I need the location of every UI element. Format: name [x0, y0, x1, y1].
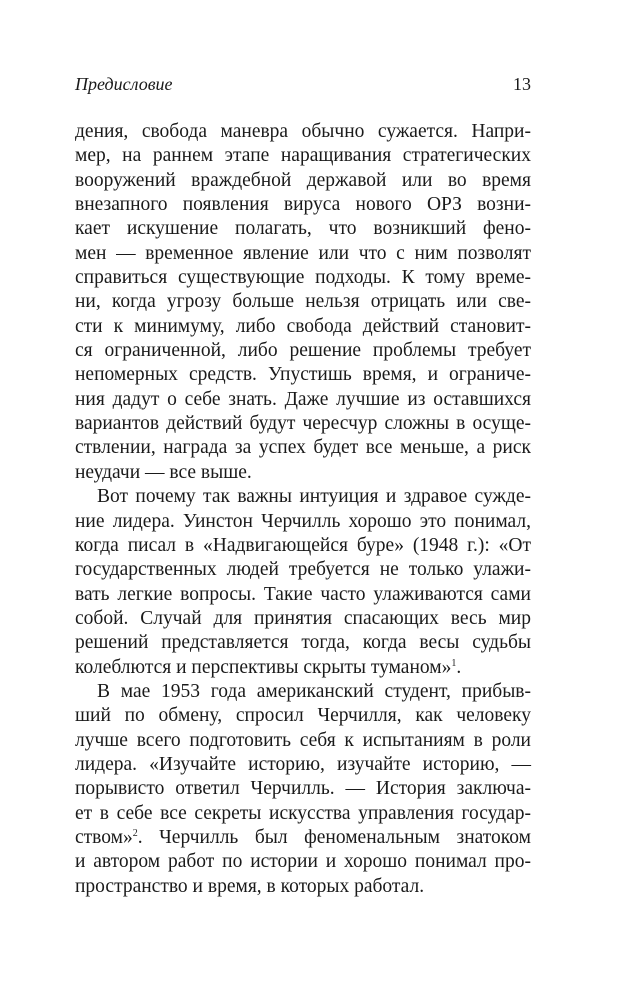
text-line: ся ограниченной, либо решение проблемы требует — [75, 340, 531, 362]
text-line: и автором работ по истории и хорошо понимал про- — [75, 851, 531, 873]
text-line: неудачи — все выше. — [75, 461, 252, 483]
text-line-content: ством» — [75, 826, 133, 848]
text-line: вариантов действий будут чересчур сложны в осуще- — [75, 413, 531, 435]
text-line: колеблются и перспективы скрыты туманом»$^1$. — [75, 656, 462, 678]
footnote-marker[interactable]: 1 — [451, 657, 457, 669]
text-line: пространство и время, в которых работал. — [75, 875, 425, 897]
text-line: мер, на раннем этапе наращивания стратегических — [75, 145, 531, 167]
text-line: ни, когда угрозу больше нельзя отрицать или све- — [75, 291, 531, 313]
text-line: когда писал в «Надвигающейся буре» (1948 г.): «От — [75, 534, 531, 556]
text-line: решений представляется тогда, когда весы судьбы — [75, 632, 531, 654]
text-line: ший по обмену, спросил Черчилля, как человеку — [75, 705, 531, 727]
text-line: лидера. «Изучайте историю, изучайте историю, — — [75, 753, 531, 775]
text-line-content: . Черчилль был феноменальным знатоком — [137, 826, 531, 848]
paragraph-first-line: В мае 1953 года американский студент, прибыв- — [97, 680, 531, 702]
text-line: внезапного появления вируса нового ОРЗ возни- — [75, 194, 531, 216]
body-text — [75, 120, 531, 899]
text-line: вать легкие вопросы. Такие часто улаживаются сами — [75, 583, 531, 605]
text-line: дения, свобода маневра обычно сужается. Напри- — [75, 121, 531, 142]
text-line: кает искушение полагать, что возникший фено- — [75, 218, 531, 240]
text-line — [75, 826, 531, 850]
paragraph-first-line: Вот почему так важны интуиция и здравое сужде- — [97, 486, 531, 508]
text-line: сти к минимуму, либо свобода действий становит- — [75, 315, 531, 337]
text-line: непомерных средств. Упустишь время, и ограниче- — [75, 364, 531, 386]
text-line: лучше всего подготовить себя к испытаниям в роли — [75, 729, 531, 751]
text-line: мен — временное явление или что с ним позволят — [75, 242, 531, 264]
text-line: ния дадут о себе знать. Даже лучшие из оставшихся — [75, 388, 531, 410]
footnote-marker[interactable]: 2 — [132, 827, 138, 839]
text-line: государственных людей требуется не только улажи- — [75, 559, 531, 581]
text-line: справиться существующие подходы. К тому време- — [75, 267, 531, 289]
page-number: 13 — [513, 74, 531, 94]
text-line: собой. Случай для принятия спасающих весь мир — [75, 607, 531, 629]
text-line: ние лидера. Уинстон Черчилль хорошо это понимал, — [75, 510, 531, 532]
text-line: вооружений враждебной державой или во время — [75, 169, 531, 191]
text-line-content: колеблются и перспективы скрыты туманом» — [75, 656, 452, 678]
running-title: Предисловие — [75, 74, 173, 94]
text-line: ет в себе все секреты искусства управления государ- — [75, 802, 531, 824]
text-line: порывисто ответил Черчилль. — История заключа- — [75, 778, 531, 800]
text-line: ствлении, награда за успех будет все меньше, а риск — [75, 437, 531, 459]
